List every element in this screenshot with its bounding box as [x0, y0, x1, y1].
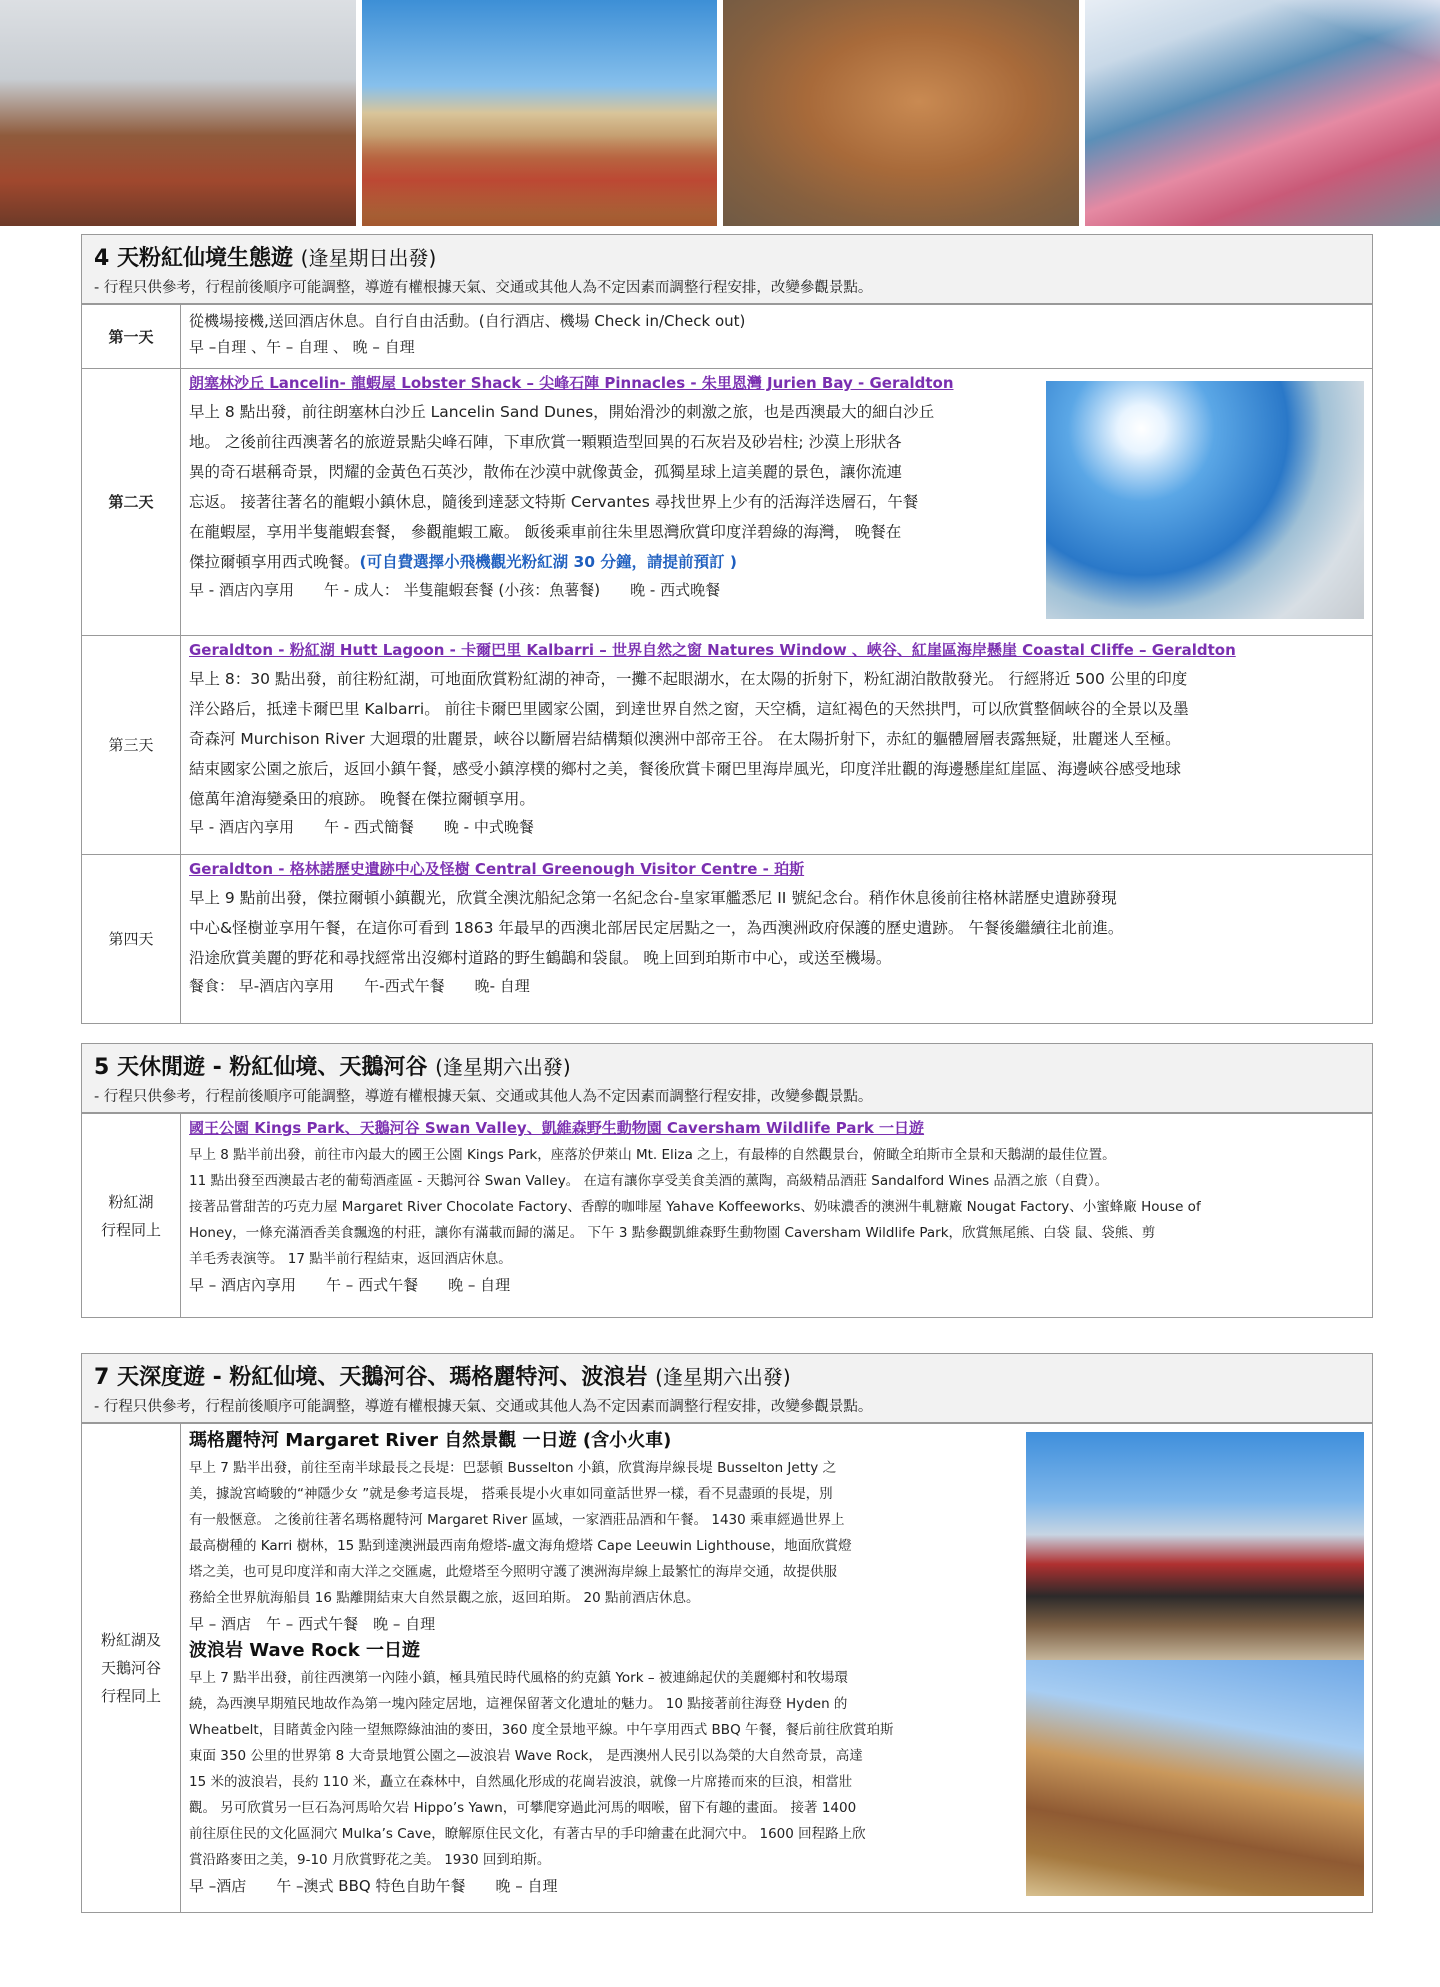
day-2-meals: 早 - 酒店內享用 午 - 成人： 半隻龍蝦套餐 (小孩：魚薯餐) 晚 - 西式晚餐 — [189, 581, 721, 599]
day-2-line: 異的奇石堪稱奇景，閃耀的金黃色石英沙，散佈在沙漠中就像黃金，孤獨星球上這美麗的景色，讓你流連 — [189, 463, 903, 481]
day-3-label: 第三天 — [82, 636, 181, 854]
day-2-optional-flight-note: (可自費選擇小飛機觀光粉紅湖 30 分鐘，請提前預訂 ) — [359, 553, 737, 571]
rock-formation-photo — [723, 0, 1079, 226]
tour-4-day-2-row — [82, 368, 1372, 635]
wave-rock-line: 15 米的波浪岩，長約 110 米，矗立在森林中，自然風化形成的花崗岩波浪，就像一片席捲而來的巨浪，相當壯 — [189, 1774, 853, 1790]
tour-4-day-section — [81, 234, 1373, 1024]
day-2-line: 地。 之後前往西澳著名的旅遊景點尖峰石陣，下車欣賞一顆顆造型回異的石灰岩及砂岩柱; 沙漠上形狀各 — [189, 433, 902, 451]
tour-5-header — [82, 1044, 1372, 1113]
wave-rock-meals: 早 –酒店 午 –澳式 BBQ 特色自助午餐 晚 – 自理 — [189, 1877, 558, 1895]
tour-7-row — [82, 1423, 1372, 1912]
day-3-line: 奇森河 Murchison River 大迴環的壯麗景，峽谷以斷層岩結構類似澳洲中部帝王谷。 在太陽折射下，赤紅的軀體層層表露無疑，壯麗迷人至極。 — [189, 730, 1181, 748]
day-4-line: 中心&怪樹並享用午餐，在這你可看到 1863 年最早的西澳北部居民定居點之一，為西澳洲政府保護的歷史遺跡。 午餐後繼續往北前進。 — [189, 919, 1124, 937]
tour-5-line: 早上 8 點半前出發，前往市內最大的國王公園 Kings Park，座落於伊萊山 Mt. Eliza 之上，有最棒的自然觀景台，俯瞰全珀斯市全景和天鵝湖的最佳位置。 — [189, 1147, 1116, 1163]
photo-strip — [0, 0, 1440, 226]
tour-5-day-label: 粉紅湖 行程同上 — [82, 1114, 181, 1317]
seafood-tank-photo — [0, 0, 356, 226]
tour-5-line: 接著品嘗甜苦的巧克力屋 Margaret River Chocolate Factory、香醇的咖啡屋 Yahave Koffeeworks、奶味濃香的澳洲牛軋糖廠 Nougat Factory、小蜜蜂廠 House of — [189, 1199, 1201, 1215]
day-3-route: Geraldton - 粉紅湖 Hutt Lagoon - 卡爾巴里 Kalbarri – 世界自然之窗 Natures Window 、峽谷、紅崖區海岸懸崖 Coastal Cliffe – Geraldton — [189, 641, 1236, 659]
margaret-river-meals: 早 – 酒店 午 – 西式午餐 晚 – 自理 — [189, 1615, 436, 1633]
margaret-river-line: 早上 7 點半出發，前往至南半球最長之長堤：巴瑟頓 Busselton 小鎮，欣賞海岸線長堤 Busselton Jetty 之 — [189, 1460, 837, 1476]
margaret-river-line: 有一般愜意。 之後前往著名瑪格麗特河 Margaret River 區域，一家酒莊品酒和午餐。 1430 乘車經過世界上 — [189, 1512, 845, 1528]
pink-lake-aerial-photo — [1085, 0, 1440, 226]
tour-5-row — [82, 1113, 1372, 1317]
tour-5-route: 國王公園 Kings Park、天鵝河谷 Swan Valley、凱維森野生動物園 Caversham Wildlife Park 一日遊 — [189, 1119, 925, 1137]
tour-7-header — [82, 1354, 1372, 1423]
tour-5-day-section — [81, 1043, 1373, 1318]
wave-rock-line: 東面 350 公里的世界第 8 大奇景地質公園之—波浪岩 Wave Rock， 是西澳州人民引以為榮的大自然奇景，高達 — [189, 1748, 863, 1764]
day-1-text: 從機場接機,送回酒店休息。自行自由活動。(自行酒店、機場 Check in/Check out) — [189, 312, 746, 330]
tour-5-note: - 行程只供參考，行程前後順序可能調整，導遊有權根據天氣、交通或其他人為不定因素而調整行程安排，改變參觀景點。 — [94, 1089, 873, 1105]
tour-7-title: 7 天深度遊 - 粉紅仙境、天鵝河谷、瑪格麗特河、波浪岩 (逢星期六出發) — [94, 1365, 791, 1390]
tour-7-day-label: 粉紅湖及 天鵝河谷 行程同上 — [82, 1424, 181, 1912]
day-4-meals: 餐食： 早-酒店內享用 午-西式午餐 晚- 自理 — [189, 977, 530, 995]
wave-rock-line: 觀。 另可欣賞另一巨石為河馬哈欠岩 Hippo’s Yawn，可攀爬穿過此河馬的咽喉，留下有趣的畫面。 接著 1400 — [189, 1800, 857, 1816]
tour-4-note: - 行程只供參考，行程前後順序可能調整，導遊有權根據天氣、交通或其他人為不定因素而調整行程安排，改變參觀景點。 — [94, 280, 873, 296]
jetty-train-photo — [1026, 1432, 1364, 1660]
tour-5-line: 羊毛秀表演等。 17 點半前行程結束，返回酒店休息。 — [189, 1251, 512, 1267]
tour-4-day-1-row — [82, 304, 1372, 368]
margaret-river-line: 最高樹種的 Karri 樹林，15 點到達澳洲最西南角燈塔-盧文海角燈塔 Cape Leeuwin Lighthouse，地面欣賞燈 — [189, 1538, 852, 1554]
wave-rock-line: 前往原住民的文化區洞穴 Mulka’s Cave，瞭解原住民文化，有著古早的手印繪畫在此洞穴中。 1600 回程路上欣 — [189, 1826, 866, 1842]
day-4-label: 第四天 — [82, 855, 181, 1023]
sand-dune-beach-photo — [1046, 381, 1364, 619]
day-2-line: 忘返。 接著往著名的龍蝦小鎮休息，隨後到達瑟文特斯 Cervantes 尋找世界上少有的活海洋迭層石，午餐 — [189, 493, 919, 511]
tour-4-day-3-row — [82, 635, 1372, 854]
day-2-label: 第二天 — [82, 369, 181, 635]
day-3-line: 億萬年滄海變桑田的痕跡。 晚餐在傑拉爾頓享用。 — [189, 790, 535, 808]
canyon-lookout-photo — [362, 0, 718, 226]
wave-rock-heading: 波浪岩 Wave Rock 一日遊 — [189, 1640, 420, 1661]
wave-rock-line: 繞，為西澳早期殖民地故作為第一塊內陸定居地，這裡保留著文化遺址的魅力。 10 點接著前往海登 Hyden 的 — [189, 1696, 848, 1712]
day-2-route: 朗塞林沙丘 Lancelin- 龍蝦屋 Lobster Shack – 尖峰石陣 Pinnacles - 朱里恩灣 Jurien Bay - Geraldton — [189, 374, 954, 392]
tour-4-header — [82, 235, 1372, 304]
day-2-line: 在龍蝦屋，享用半隻龍蝦套餐， 參觀龍蝦工廠。 飯後乘車前往朱里恩灣欣賞印度洋碧綠的海灣， 晚餐在 — [189, 523, 902, 541]
wave-rock-photo — [1026, 1660, 1364, 1896]
margaret-river-heading: 瑪格麗特河 Margaret River 自然景觀 一日遊 (含小火車) — [189, 1430, 672, 1451]
tour-7-day-section — [81, 1353, 1373, 1913]
tour-4-day-4-row — [82, 854, 1372, 1023]
wave-rock-line: Wheatbelt，目睹黃金內陸一望無際綠油油的麥田，360 度全景地平線。中午享用西式 BBQ 午餐，餐后前往欣賞珀斯 — [189, 1722, 894, 1738]
tour-5-title: 5 天休閒遊 - 粉紅仙境、天鵝河谷 (逢星期六出發) — [94, 1055, 571, 1080]
tour-5-meals: 早 – 酒店內享用 午 – 西式午餐 晚 – 自理 — [189, 1276, 511, 1294]
wave-rock-line: 早上 7 點半出發，前往西澳第一內陸小鎮，極具殖民時代風格的約克鎮 York – 被連綿起伏的美麗鄉村和牧場環 — [189, 1670, 848, 1686]
wave-rock-line: 賞沿路麥田之美，9-10 月欣賞野花之美。 1930 回到珀斯。 — [189, 1852, 551, 1868]
day-3-line: 早上 8：30 點出發，前往粉紅湖，可地面欣賞粉紅湖的神奇，一攤不起眼湖水，在太陽的折射下，粉紅湖泊散散發光。 行經將近 500 公里的印度 — [189, 670, 1188, 688]
tour-4-title: 4 天粉紅仙境生態遊 (逢星期日出發) — [94, 246, 437, 271]
day-4-line: 早上 9 點前出發，傑拉爾頓小鎮觀光，欣賞全澳沈船紀念第一名紀念台-皇家軍艦悉尼 II 號紀念台。稍作休息後前往格林諾歷史遺跡發現 — [189, 889, 1117, 907]
tour-5-line: 11 點出發至西澳最古老的葡萄酒產區 - 天鵝河谷 Swan Valley。 在這有讓你享受美食美酒的薰陶，高級精品酒莊 Sandalford Wines 品酒之旅（自費）。 — [189, 1173, 1109, 1189]
day-1-label: 第一天 — [82, 305, 181, 368]
tour-5-line: Honey，一條充滿酒香美食飄逸的村莊，讓你有滿載而歸的滿足。 下午 3 點參觀凱維森野生動物園 Caversham Wildlife Park，欣賞無尾熊、白袋 鼠、袋熊、剪 — [189, 1225, 1156, 1241]
day-3-meals: 早 - 酒店內享用 午 - 西式簡餐 晚 - 中式晚餐 — [189, 818, 534, 836]
day-3-line: 結束國家公園之旅后，返回小鎮午餐，感受小鎮淳樸的鄉村之美，餐後欣賞卡爾巴里海岸風光，印度洋壯觀的海邊懸崖紅崖區、海邊峽谷感受地球 — [189, 760, 1182, 778]
margaret-river-line: 美，據說宮崎駿的“神隱少女 ”就是參考這長堤， 搭乘長堤小火車如同童話世界一樣，看不見盡頭的長堤，別 — [189, 1486, 833, 1502]
margaret-river-line: 塔之美，也可見印度洋和南大洋之交匯處，此燈塔至今照明守護了澳洲海岸線上最繁忙的海岸交通，故提供服 — [189, 1564, 837, 1580]
tour-7-note: - 行程只供參考，行程前後順序可能調整，導遊有權根據天氣、交通或其他人為不定因素而調整行程安排，改變參觀景點。 — [94, 1399, 873, 1415]
day-4-line: 沿途欣賞美麗的野花和尋找經常出沒鄉村道路的野生鶴鶓和袋鼠。 晚上回到珀斯市中心，或送至機場。 — [189, 949, 892, 967]
margaret-river-line: 務給全世界航海船員 16 點離開結束大自然景觀之旅，返回珀斯。 20 點前酒店休息。 — [189, 1590, 700, 1606]
day-2-line: 傑拉爾頓享用西式晚餐。(可自費選擇小飛機觀光粉紅湖 30 分鐘，請提前預訂 ) — [189, 553, 737, 571]
day-4-route: Geraldton - 格林諾歷史遺跡中心及怪樹 Central Greenough Visitor Centre - 珀斯 — [189, 860, 805, 878]
day-3-line: 洋公路后，抵達卡爾巴里 Kalbarri。 前往卡爾巴里國家公園，到達世界自然之窗，天空橋，這紅褐色的天然拱門，可以欣賞整個峽谷的全景以及墨 — [189, 700, 1189, 718]
day-2-line: 早上 8 點出發，前往朗塞林白沙丘 Lancelin Sand Dunes，開始滑沙的刺激之旅，也是西澳最大的細白沙丘 — [189, 403, 935, 421]
day-1-meals: 早 –自理 、午 – 自理 、 晚 – 自理 — [189, 338, 415, 356]
